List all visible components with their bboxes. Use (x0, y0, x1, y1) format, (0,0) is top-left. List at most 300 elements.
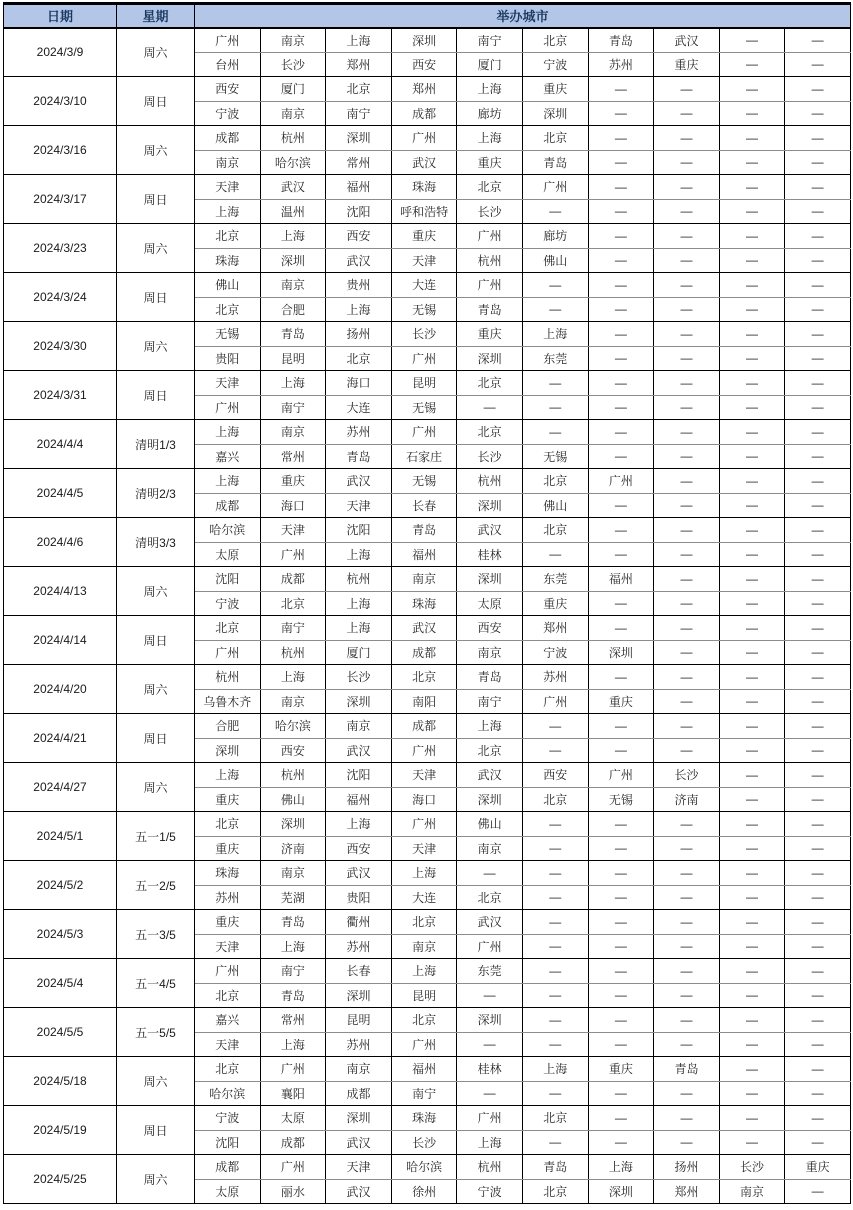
city-cell: — (719, 273, 785, 298)
city-cell: 上海 (457, 126, 523, 151)
city-cell: 重庆 (195, 910, 261, 935)
city-cell: — (719, 322, 785, 347)
city-cell: — (719, 1008, 785, 1033)
date-cell: 2024/5/1 (4, 812, 117, 861)
city-cell: 广州 (195, 640, 261, 665)
city-cell: 青岛 (391, 518, 457, 543)
city-cell: 北京 (195, 1057, 261, 1082)
city-cell: 北京 (522, 469, 588, 494)
city-cell: 大连 (326, 395, 392, 420)
city-cell: 哈尔滨 (195, 518, 261, 543)
city-cell: 呼和浩特 (391, 199, 457, 224)
city-cell: — (785, 77, 851, 102)
city-cell: 广州 (391, 1032, 457, 1057)
city-cell: — (785, 322, 851, 347)
city-cell: 重庆 (588, 689, 654, 714)
city-cell: — (654, 959, 720, 984)
city-cell: 上海 (457, 1130, 523, 1155)
city-cell: — (588, 273, 654, 298)
date-cell: 2024/3/24 (4, 273, 117, 322)
table-row (4, 28, 851, 53)
city-cell: 上海 (457, 77, 523, 102)
city-cell: — (719, 1032, 785, 1057)
weekday-cell: 五一3/5 (117, 910, 195, 959)
city-cell: — (719, 542, 785, 567)
city-cell: 北京 (326, 346, 392, 371)
city-cell: 常州 (326, 150, 392, 175)
city-cell: 上海 (195, 420, 261, 445)
city-cell: — (785, 101, 851, 126)
city-cell: — (654, 714, 720, 739)
weekday-cell: 周六 (117, 763, 195, 812)
city-cell: 海口 (391, 787, 457, 812)
date-cell: 2024/3/10 (4, 77, 117, 126)
table-row (4, 1057, 851, 1082)
city-cell: — (588, 665, 654, 690)
city-cell: — (785, 1179, 851, 1204)
city-cell: — (522, 1032, 588, 1057)
city-cell: 杭州 (457, 1155, 523, 1180)
city-cell: 上海 (326, 812, 392, 837)
city-cell: — (654, 1008, 720, 1033)
city-cell: 长沙 (457, 444, 523, 469)
city-cell: 上海 (326, 616, 392, 641)
city-cell: — (588, 150, 654, 175)
city-cell: 南京 (457, 836, 523, 861)
city-cell: 北京 (522, 1106, 588, 1131)
city-cell: 广州 (195, 395, 261, 420)
city-cell: 福州 (391, 542, 457, 567)
city-cell: — (654, 738, 720, 763)
city-cell: — (719, 493, 785, 518)
city-cell: 合肥 (195, 714, 261, 739)
city-cell: — (719, 591, 785, 616)
city-cell: 武汉 (391, 150, 457, 175)
city-cell: 石家庄 (391, 444, 457, 469)
city-cell: — (785, 248, 851, 273)
city-cell: — (654, 542, 720, 567)
city-cell: 桂林 (457, 1057, 523, 1082)
city-cell: 广州 (260, 1057, 326, 1082)
city-cell: — (785, 1057, 851, 1082)
weekday-cell: 周六 (117, 28, 195, 77)
city-cell: — (588, 983, 654, 1008)
table-row (4, 910, 851, 935)
city-cell: — (785, 567, 851, 592)
city-cell: 重庆 (195, 787, 261, 812)
city-cell: 南宁 (457, 28, 523, 53)
city-cell: — (719, 959, 785, 984)
city-cell: 北京 (195, 297, 261, 322)
city-cell: — (785, 469, 851, 494)
city-cell: — (654, 297, 720, 322)
city-cell: 上海 (260, 371, 326, 396)
city-cell: 广州 (391, 346, 457, 371)
city-cell: 广州 (457, 1106, 523, 1131)
city-cell: 南阳 (391, 689, 457, 714)
city-cell: 广州 (391, 738, 457, 763)
city-cell: 上海 (457, 714, 523, 739)
city-cell: 济南 (654, 787, 720, 812)
city-cell: — (588, 322, 654, 347)
city-cell: — (719, 52, 785, 77)
table-row (4, 861, 851, 886)
table-row (4, 420, 851, 445)
city-cell: 昆明 (391, 371, 457, 396)
date-cell: 2024/5/25 (4, 1155, 117, 1204)
city-cell: 哈尔滨 (260, 714, 326, 739)
city-cell: 北京 (457, 738, 523, 763)
table-row (4, 616, 851, 641)
city-cell: 天津 (391, 763, 457, 788)
city-cell: 成都 (391, 714, 457, 739)
city-cell: 广州 (195, 28, 261, 53)
city-cell: 武汉 (654, 28, 720, 53)
city-cell: — (719, 763, 785, 788)
city-cell: 广州 (260, 542, 326, 567)
city-cell: — (588, 175, 654, 200)
city-cell: — (654, 567, 720, 592)
city-cell: 南京 (260, 420, 326, 445)
city-cell: 天津 (326, 493, 392, 518)
city-cell: 无锡 (391, 469, 457, 494)
city-cell: — (654, 371, 720, 396)
city-cell: 衢州 (326, 910, 392, 935)
city-cell: — (719, 395, 785, 420)
city-cell: 宁波 (195, 591, 261, 616)
city-cell: 深圳 (457, 1008, 523, 1033)
city-cell: — (654, 395, 720, 420)
weekday-cell: 五一1/5 (117, 812, 195, 861)
city-cell: — (785, 175, 851, 200)
city-cell: 嘉兴 (195, 444, 261, 469)
city-cell: 济南 (260, 836, 326, 861)
date-cell: 2024/5/5 (4, 1008, 117, 1057)
city-cell: — (785, 1008, 851, 1033)
city-cell: — (719, 738, 785, 763)
city-cell: — (719, 689, 785, 714)
city-cell: 广州 (588, 469, 654, 494)
city-cell: 深圳 (195, 738, 261, 763)
city-cell: — (719, 1130, 785, 1155)
city-cell: 南京 (326, 1057, 392, 1082)
city-cell: 佛山 (522, 493, 588, 518)
city-cell: 无锡 (588, 787, 654, 812)
weekday-cell: 周日 (117, 371, 195, 420)
table-row (4, 77, 851, 102)
weekday-cell: 周六 (117, 567, 195, 616)
weekday-cell: 周日 (117, 175, 195, 224)
city-cell: 广州 (195, 959, 261, 984)
city-cell: 杭州 (326, 567, 392, 592)
city-cell: 昆明 (260, 346, 326, 371)
city-cell: 郑州 (522, 616, 588, 641)
city-cell: 成都 (195, 126, 261, 151)
city-cell: — (719, 420, 785, 445)
date-cell: 2024/4/27 (4, 763, 117, 812)
city-cell: 广州 (457, 273, 523, 298)
table-row (4, 1155, 851, 1180)
city-cell: 北京 (391, 910, 457, 935)
city-cell: 厦门 (326, 640, 392, 665)
city-cell: — (654, 150, 720, 175)
city-cell: 长沙 (260, 52, 326, 77)
city-cell: — (522, 910, 588, 935)
date-cell: 2024/4/14 (4, 616, 117, 665)
city-cell: 青岛 (260, 322, 326, 347)
city-cell: 南京 (260, 273, 326, 298)
city-cell: 上海 (260, 224, 326, 249)
city-cell: — (654, 444, 720, 469)
city-cell: 成都 (391, 101, 457, 126)
city-cell: — (588, 126, 654, 151)
city-cell: — (785, 395, 851, 420)
city-cell: 北京 (522, 1179, 588, 1204)
city-cell: — (654, 420, 720, 445)
city-cell: — (522, 371, 588, 396)
city-cell: — (719, 469, 785, 494)
city-cell: 天津 (195, 934, 261, 959)
city-cell: 东莞 (522, 346, 588, 371)
city-cell: 广州 (522, 689, 588, 714)
city-cell: — (588, 934, 654, 959)
city-cell: — (719, 126, 785, 151)
city-cell: 武汉 (326, 738, 392, 763)
city-cell: 西安 (522, 763, 588, 788)
city-cell: 广州 (588, 763, 654, 788)
city-cell: 苏州 (195, 885, 261, 910)
city-cell: — (522, 542, 588, 567)
city-cell: 太原 (457, 591, 523, 616)
city-cell: 郑州 (654, 1179, 720, 1204)
city-cell: — (785, 346, 851, 371)
city-cell: 常州 (260, 444, 326, 469)
city-cell: 武汉 (457, 763, 523, 788)
city-cell: 无锡 (391, 395, 457, 420)
weekday-cell: 五一5/5 (117, 1008, 195, 1057)
date-cell: 2024/3/31 (4, 371, 117, 420)
city-cell: — (457, 861, 523, 886)
city-cell: 重庆 (457, 322, 523, 347)
city-cell: — (654, 836, 720, 861)
city-cell: 上海 (260, 665, 326, 690)
city-cell: — (654, 861, 720, 886)
city-cell: 珠海 (391, 591, 457, 616)
city-cell: 深圳 (391, 28, 457, 53)
city-cell: — (588, 1130, 654, 1155)
city-cell: 深圳 (326, 126, 392, 151)
city-cell: 西安 (260, 738, 326, 763)
city-cell: — (785, 689, 851, 714)
city-cell: — (588, 812, 654, 837)
city-cell: 天津 (326, 1155, 392, 1180)
city-cell: 珠海 (195, 248, 261, 273)
city-cell: 青岛 (260, 983, 326, 1008)
city-cell: — (785, 812, 851, 837)
city-cell: 上海 (522, 1057, 588, 1082)
date-cell: 2024/4/5 (4, 469, 117, 518)
city-cell: — (588, 199, 654, 224)
city-cell: — (654, 1032, 720, 1057)
city-cell: 佛山 (457, 812, 523, 837)
weekday-cell: 清明3/3 (117, 518, 195, 567)
city-cell: — (654, 322, 720, 347)
city-cell: 深圳 (326, 1106, 392, 1131)
city-cell: 宁波 (195, 101, 261, 126)
city-cell: 青岛 (522, 1155, 588, 1180)
city-cell: 台州 (195, 52, 261, 77)
city-cell: 北京 (522, 28, 588, 53)
city-cell: — (785, 591, 851, 616)
city-cell: 南宁 (457, 689, 523, 714)
city-cell: — (654, 689, 720, 714)
city-cell: 沈阳 (326, 199, 392, 224)
city-cell: — (588, 1106, 654, 1131)
city-cell: 北京 (457, 885, 523, 910)
city-cell: 武汉 (457, 518, 523, 543)
city-cell: 长沙 (654, 763, 720, 788)
city-cell: 南京 (195, 150, 261, 175)
date-cell: 2024/4/6 (4, 518, 117, 567)
city-cell: 天津 (195, 175, 261, 200)
city-cell: 南京 (391, 934, 457, 959)
city-cell: 上海 (391, 861, 457, 886)
city-cell: 宁波 (522, 52, 588, 77)
city-cell: — (785, 640, 851, 665)
city-cell: — (522, 1008, 588, 1033)
city-cell: — (522, 273, 588, 298)
city-cell: — (654, 273, 720, 298)
city-cell: 南京 (457, 640, 523, 665)
city-cell: — (719, 297, 785, 322)
city-cell: — (785, 959, 851, 984)
date-cell: 2024/3/9 (4, 28, 117, 77)
date-cell: 2024/3/23 (4, 224, 117, 273)
city-cell: 丽水 (260, 1179, 326, 1204)
weekday-cell: 周日 (117, 714, 195, 763)
city-cell: 武汉 (326, 469, 392, 494)
city-cell: — (654, 248, 720, 273)
city-cell: 长沙 (457, 199, 523, 224)
city-cell: 上海 (195, 199, 261, 224)
city-cell: — (719, 77, 785, 102)
city-cell: 西安 (391, 52, 457, 77)
city-cell: — (785, 297, 851, 322)
table-row (4, 126, 851, 151)
city-cell: — (719, 934, 785, 959)
city-cell: 广州 (260, 1155, 326, 1180)
city-cell: — (719, 983, 785, 1008)
city-cell: 重庆 (522, 591, 588, 616)
city-cell: — (654, 77, 720, 102)
city-cell: — (719, 640, 785, 665)
city-cell: 长沙 (391, 1130, 457, 1155)
city-cell: — (588, 420, 654, 445)
city-cell: 武汉 (457, 910, 523, 935)
city-cell: 广州 (391, 126, 457, 151)
city-cell: 广州 (391, 420, 457, 445)
table-row (4, 371, 851, 396)
city-cell: — (588, 518, 654, 543)
city-cell: 乌鲁木齐 (195, 689, 261, 714)
city-cell: — (588, 248, 654, 273)
weekday-cell: 周六 (117, 322, 195, 371)
city-cell: 北京 (522, 518, 588, 543)
city-cell: 西安 (326, 836, 392, 861)
city-cell: 扬州 (654, 1155, 720, 1180)
city-cell: — (654, 518, 720, 543)
table-row (4, 322, 851, 347)
city-cell: — (719, 444, 785, 469)
city-cell: 太原 (260, 1106, 326, 1131)
city-cell: 青岛 (326, 444, 392, 469)
city-cell: 重庆 (457, 150, 523, 175)
city-cell: 重庆 (260, 469, 326, 494)
city-cell: 长春 (326, 959, 392, 984)
city-cell: 沈阳 (326, 518, 392, 543)
city-cell: 南京 (260, 28, 326, 53)
city-cell: — (522, 420, 588, 445)
city-cell: — (719, 1057, 785, 1082)
city-cell: 沈阳 (195, 1130, 261, 1155)
city-cell: — (588, 591, 654, 616)
city-cell: 佛山 (260, 787, 326, 812)
city-cell: — (785, 420, 851, 445)
city-cell: — (785, 714, 851, 739)
city-cell: — (654, 1130, 720, 1155)
city-cell: 无锡 (522, 444, 588, 469)
city-cell: 杭州 (457, 469, 523, 494)
city-cell: 广州 (391, 812, 457, 837)
city-cell: — (654, 346, 720, 371)
city-cell: — (654, 493, 720, 518)
city-cell: — (588, 346, 654, 371)
city-cell: — (785, 787, 851, 812)
city-cell: — (719, 518, 785, 543)
city-cell: 杭州 (195, 665, 261, 690)
city-cell: 太原 (195, 542, 261, 567)
weekday-cell: 周六 (117, 126, 195, 175)
city-cell: — (785, 224, 851, 249)
date-cell: 2024/5/3 (4, 910, 117, 959)
city-cell: 北京 (326, 77, 392, 102)
city-cell: 长沙 (391, 322, 457, 347)
weekday-cell: 五一2/5 (117, 861, 195, 910)
city-cell: 深圳 (457, 787, 523, 812)
city-cell: — (588, 493, 654, 518)
date-cell: 2024/5/18 (4, 1057, 117, 1106)
city-cell: — (785, 861, 851, 886)
city-cell: 苏州 (326, 1032, 392, 1057)
city-cell: — (588, 738, 654, 763)
city-cell: 成都 (195, 493, 261, 518)
city-cell: 佛山 (522, 248, 588, 273)
weekday-cell: 周六 (117, 224, 195, 273)
city-cell: 重庆 (654, 52, 720, 77)
city-cell: — (719, 101, 785, 126)
city-cell: 深圳 (588, 640, 654, 665)
city-cell: 北京 (195, 983, 261, 1008)
city-cell: — (719, 714, 785, 739)
city-cell: 广州 (457, 224, 523, 249)
city-cell: — (588, 297, 654, 322)
city-cell: 南宁 (260, 395, 326, 420)
city-cell: — (785, 1032, 851, 1057)
city-cell: — (719, 885, 785, 910)
city-cell: — (588, 542, 654, 567)
city-cell: 青岛 (457, 297, 523, 322)
weekday-cell: 五一4/5 (117, 959, 195, 1008)
